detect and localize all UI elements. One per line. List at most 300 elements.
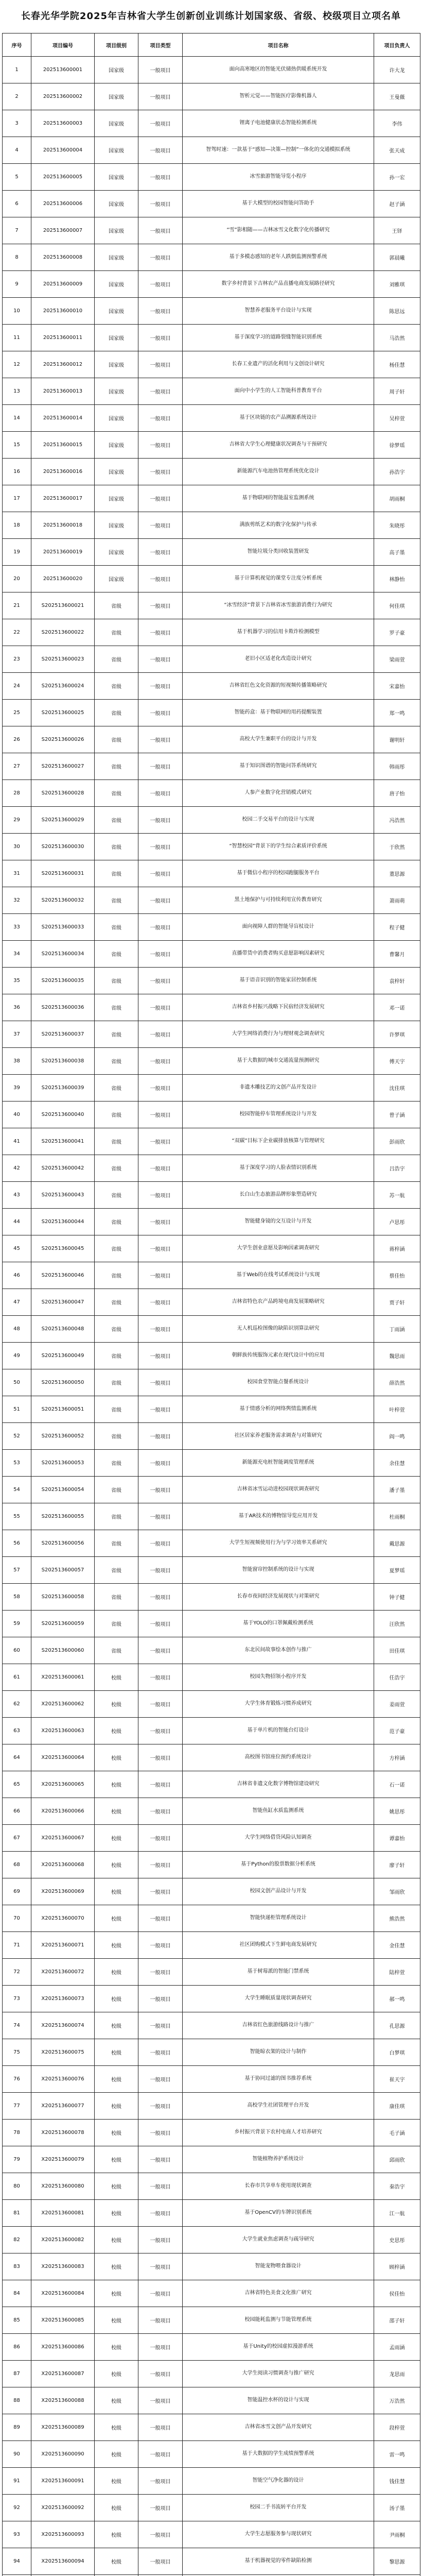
cell-project-code: S202513600035 bbox=[31, 968, 95, 994]
cell-project-code: 202513600017 bbox=[31, 485, 95, 512]
cell-index: 70 bbox=[3, 1905, 31, 1932]
cell-project-leader: 邹雨欣 bbox=[374, 1878, 420, 1905]
cell-index: 54 bbox=[3, 1477, 31, 1503]
cell-project-code: S202513600053 bbox=[31, 1450, 95, 1477]
cell-project-code: S202513600037 bbox=[31, 1021, 95, 1048]
cell-project-type: 一般项目 bbox=[138, 191, 183, 217]
cell-project-name: “雪”影相随——吉林冰雪文化数字化传播研究 bbox=[183, 217, 374, 244]
cell-project-level: 校级 bbox=[95, 1852, 138, 1878]
cell-project-leader: 毛子涵 bbox=[374, 2120, 420, 2146]
table-row bbox=[3, 325, 420, 351]
cell-index: 94 bbox=[3, 2548, 31, 2575]
cell-project-code: 202513600012 bbox=[31, 351, 95, 378]
cell-project-name: 长春市夜间经济发展现状与对策研究 bbox=[183, 1584, 374, 1611]
cell-project-leader: 董思源 bbox=[374, 860, 420, 887]
cell-project-leader: 林静怡 bbox=[374, 566, 420, 592]
cell-project-name: 大学生创业意愿及影响因素调查研究 bbox=[183, 1235, 374, 1262]
cell-project-level: 国家级 bbox=[95, 405, 138, 432]
cell-project-code: S202513600042 bbox=[31, 1155, 95, 1182]
cell-project-leader: 王曼薇 bbox=[374, 83, 420, 110]
cell-project-name: 锂离子电池健康状态智能检测系统 bbox=[183, 110, 374, 137]
cell-project-name: 基于单片机的智能台灯设计 bbox=[183, 1718, 374, 1744]
cell-project-code: X202513600084 bbox=[31, 2280, 95, 2307]
cell-project-name: 乡村振兴背景下农村电商人才培养研究 bbox=[183, 2120, 374, 2146]
cell-index: 52 bbox=[3, 1423, 31, 1450]
cell-index: 42 bbox=[3, 1155, 31, 1182]
cell-project-leader: 姜雨萱 bbox=[374, 1691, 420, 1718]
cell-project-level: 校级 bbox=[95, 1825, 138, 1852]
cell-project-type: 一般项目 bbox=[138, 2307, 183, 2334]
cell-project-name: 满族剪纸艺术的数字化保护与传承 bbox=[183, 512, 374, 539]
cell-project-code: X202513600085 bbox=[31, 2307, 95, 2334]
table-row bbox=[3, 1235, 420, 1262]
cell-project-leader: 赵子涵 bbox=[374, 191, 420, 217]
cell-project-leader: 孟雨涵 bbox=[374, 2334, 420, 2361]
cell-project-name: 校园失物招领小程序开发 bbox=[183, 1664, 374, 1691]
cell-project-name: 智能鱼缸水质监测系统 bbox=[183, 1798, 374, 1825]
cell-project-level: 省级 bbox=[95, 1637, 138, 1664]
cell-project-level: 省级 bbox=[95, 994, 138, 1021]
header-index: 序号 bbox=[3, 33, 31, 57]
cell-project-name: 吉林省乡村振兴战略下民宿经济发展研究 bbox=[183, 994, 374, 1021]
cell-project-leader: 罗子豪 bbox=[374, 619, 420, 646]
cell-project-code: X202513600083 bbox=[31, 2253, 95, 2280]
cell-project-leader: 陈思远 bbox=[374, 298, 420, 325]
cell-project-level: 省级 bbox=[95, 1182, 138, 1209]
cell-index: 33 bbox=[3, 914, 31, 941]
cell-project-leader: 薛浩然 bbox=[374, 1369, 420, 1396]
cell-project-leader: 马浩然 bbox=[374, 325, 420, 351]
cell-index: 21 bbox=[3, 592, 31, 619]
table-row bbox=[3, 2012, 420, 2039]
cell-project-leader: 姚思彤 bbox=[374, 1798, 420, 1825]
table-row bbox=[3, 2468, 420, 2495]
cell-project-name: 老旧小区适老化改造设计研究 bbox=[183, 646, 374, 673]
cell-index: 44 bbox=[3, 1209, 31, 1235]
header-project-type: 项目类型 bbox=[138, 33, 183, 57]
cell-project-name: 非遗木雕技艺的文创产品开发设计 bbox=[183, 1075, 374, 1101]
cell-project-leader: 丁雨涵 bbox=[374, 1316, 420, 1343]
table-row bbox=[3, 2120, 420, 2146]
cell-project-code: S202513600049 bbox=[31, 1343, 95, 1369]
cell-project-code: 202513600002 bbox=[31, 83, 95, 110]
cell-project-level: 校级 bbox=[95, 2387, 138, 2414]
cell-project-level: 校级 bbox=[95, 1932, 138, 1959]
header-row bbox=[3, 33, 420, 57]
cell-project-level: 校级 bbox=[95, 2200, 138, 2227]
cell-project-name: 吉林省冰雪文创产品开发研究 bbox=[183, 2414, 374, 2441]
cell-project-name: 吉林省特色农产品跨境电商发展策略研究 bbox=[183, 1289, 374, 1316]
cell-project-type: 一般项目 bbox=[138, 1075, 183, 1101]
cell-project-code: 202513600008 bbox=[31, 244, 95, 271]
cell-project-level: 省级 bbox=[95, 1155, 138, 1182]
cell-project-leader: 龙思雨 bbox=[374, 2361, 420, 2387]
cell-project-type: 一般项目 bbox=[138, 1691, 183, 1718]
cell-project-type: 一般项目 bbox=[138, 459, 183, 485]
cell-project-code: X202513600064 bbox=[31, 1744, 95, 1771]
cell-project-level: 国家级 bbox=[95, 137, 138, 164]
cell-index: 58 bbox=[3, 1584, 31, 1611]
cell-index: 90 bbox=[3, 2441, 31, 2468]
cell-index: 7 bbox=[3, 217, 31, 244]
cell-project-code: S202513600030 bbox=[31, 834, 95, 860]
cell-index: 88 bbox=[3, 2387, 31, 2414]
cell-project-name: 基于Python的股票数据分析系统 bbox=[183, 1852, 374, 1878]
table-row bbox=[3, 1262, 420, 1289]
cell-project-type: 一般项目 bbox=[138, 1852, 183, 1878]
cell-project-name: 基于微信小程序的校园跑腿服务平台 bbox=[183, 860, 374, 887]
cell-project-type: 一般项目 bbox=[138, 780, 183, 807]
cell-project-level: 省级 bbox=[95, 1584, 138, 1611]
cell-project-type: 一般项目 bbox=[138, 2441, 183, 2468]
cell-project-level: 省级 bbox=[95, 646, 138, 673]
cell-project-level: 省级 bbox=[95, 887, 138, 914]
cell-project-code: X202513600092 bbox=[31, 2495, 95, 2521]
cell-project-type: 一般项目 bbox=[138, 2146, 183, 2173]
table-row bbox=[3, 1182, 420, 1209]
cell-project-type: 一般项目 bbox=[138, 1101, 183, 1128]
cell-project-leader: 潘子墨 bbox=[374, 1477, 420, 1503]
table-row bbox=[3, 1423, 420, 1450]
table-row bbox=[3, 566, 420, 592]
cell-index: 1 bbox=[3, 57, 31, 83]
cell-index: 11 bbox=[3, 325, 31, 351]
cell-project-code: S202513600024 bbox=[31, 673, 95, 700]
cell-project-type: 一般项目 bbox=[138, 1825, 183, 1852]
cell-project-leader: 何佳琪 bbox=[374, 592, 420, 619]
cell-project-level: 省级 bbox=[95, 1235, 138, 1262]
cell-project-name: 基于物联网的智能温室监测系统 bbox=[183, 485, 374, 512]
cell-project-name: 吉林省红色旅游线路设计与推广 bbox=[183, 2012, 374, 2039]
cell-project-leader: 曹馨月 bbox=[374, 941, 420, 968]
cell-project-name: 智能垃圾分类回收装置研发 bbox=[183, 539, 374, 566]
cell-index: 16 bbox=[3, 459, 31, 485]
cell-project-name: 智析元觉——智能医疗影像机器人 bbox=[183, 83, 374, 110]
cell-index: 43 bbox=[3, 1182, 31, 1209]
cell-project-name: 校园食堂智能点餐系统设计 bbox=[183, 1369, 374, 1396]
cell-project-code: S202513600048 bbox=[31, 1316, 95, 1343]
cell-project-code: X202513600062 bbox=[31, 1691, 95, 1718]
cell-project-code: S202513600023 bbox=[31, 646, 95, 673]
table-row bbox=[3, 1128, 420, 1155]
table-row bbox=[3, 994, 420, 1021]
cell-project-name: 面向高寒地区的智能光伏储热供暖系统开发 bbox=[183, 57, 374, 83]
cell-project-name: 数字乡村背景下吉林农产品直播电商发展路径研究 bbox=[183, 271, 374, 298]
table-row bbox=[3, 1878, 420, 1905]
cell-project-leader: 钱佳慧 bbox=[374, 2468, 420, 2495]
cell-index: 3 bbox=[3, 110, 31, 137]
cell-project-level: 校级 bbox=[95, 2521, 138, 2548]
cell-project-name: 高校学生社团管理平台开发 bbox=[183, 2093, 374, 2120]
cell-project-leader: 任浩宇 bbox=[374, 1664, 420, 1691]
table-row bbox=[3, 1503, 420, 1530]
cell-project-leader: 张天成 bbox=[374, 137, 420, 164]
cell-index: 47 bbox=[3, 1289, 31, 1316]
table-row bbox=[3, 351, 420, 378]
cell-project-leader: 廖子轩 bbox=[374, 1852, 420, 1878]
cell-index: 28 bbox=[3, 780, 31, 807]
cell-project-type: 一般项目 bbox=[138, 1959, 183, 1986]
table-row bbox=[3, 191, 420, 217]
cell-project-name: 基于多模态感知的老年人跌倒监测预警系统 bbox=[183, 244, 374, 271]
cell-project-leader: 孙浩宇 bbox=[374, 459, 420, 485]
cell-index: 25 bbox=[3, 700, 31, 726]
table-row bbox=[3, 1852, 420, 1878]
cell-project-level: 国家级 bbox=[95, 217, 138, 244]
cell-project-leader: 钟子健 bbox=[374, 1584, 420, 1611]
cell-index: 66 bbox=[3, 1798, 31, 1825]
cell-project-level: 校级 bbox=[95, 2227, 138, 2253]
cell-project-name: 人参产业数字化营销模式研究 bbox=[183, 780, 374, 807]
table-row bbox=[3, 1932, 420, 1959]
header-project-code: 项目编号 bbox=[31, 33, 95, 57]
table-row bbox=[3, 2548, 420, 2575]
cell-project-type: 一般项目 bbox=[138, 968, 183, 994]
table-row bbox=[3, 1155, 420, 1182]
cell-project-level: 校级 bbox=[95, 2334, 138, 2361]
cell-project-type: 一般项目 bbox=[138, 325, 183, 351]
cell-project-leader: 雷一鸣 bbox=[374, 2441, 420, 2468]
table-row bbox=[3, 2253, 420, 2280]
cell-project-level: 国家级 bbox=[95, 459, 138, 485]
cell-project-level: 校级 bbox=[95, 2307, 138, 2334]
table-row bbox=[3, 2361, 420, 2387]
table-row bbox=[3, 619, 420, 646]
cell-project-code: X202513600067 bbox=[31, 1825, 95, 1852]
cell-project-code: X202513600061 bbox=[31, 1664, 95, 1691]
table-row bbox=[3, 1718, 420, 1744]
cell-project-level: 国家级 bbox=[95, 485, 138, 512]
cell-project-leader: 曾子涵 bbox=[374, 1101, 420, 1128]
cell-project-type: 一般项目 bbox=[138, 2280, 183, 2307]
cell-project-type: 一般项目 bbox=[138, 1611, 183, 1637]
cell-project-code: 202513600013 bbox=[31, 378, 95, 405]
cell-index: 10 bbox=[3, 298, 31, 325]
cell-project-name: 基于计算机视觉的课堂专注度分析系统 bbox=[183, 566, 374, 592]
cell-project-level: 省级 bbox=[95, 1557, 138, 1584]
cell-project-code: X202513600081 bbox=[31, 2200, 95, 2227]
table-row bbox=[3, 700, 420, 726]
cell-project-level: 校级 bbox=[95, 2012, 138, 2039]
cell-project-code: X202513600063 bbox=[31, 1718, 95, 1744]
cell-project-code: 202513600015 bbox=[31, 432, 95, 459]
table-row bbox=[3, 914, 420, 941]
cell-project-code: X202513600072 bbox=[31, 1959, 95, 1986]
table-row bbox=[3, 164, 420, 191]
cell-index: 73 bbox=[3, 1986, 31, 2012]
cell-project-type: 一般项目 bbox=[138, 1048, 183, 1075]
cell-project-name: 面向视障人群的智能导盲杖设计 bbox=[183, 914, 374, 941]
table-row bbox=[3, 2093, 420, 2120]
cell-project-level: 校级 bbox=[95, 2548, 138, 2575]
cell-project-level: 校级 bbox=[95, 2361, 138, 2387]
cell-project-code: X202513600066 bbox=[31, 1798, 95, 1825]
cell-project-level: 省级 bbox=[95, 1450, 138, 1477]
cell-index: 9 bbox=[3, 271, 31, 298]
cell-project-leader: 李伟 bbox=[374, 110, 420, 137]
cell-project-name: 大学生志愿服务参与现状研究 bbox=[183, 2521, 374, 2548]
cell-index: 74 bbox=[3, 2012, 31, 2039]
cell-index: 85 bbox=[3, 2307, 31, 2334]
cell-project-name: 智能窗帘控制系统的设计与实现 bbox=[183, 1557, 374, 1584]
cell-project-code: S202513600036 bbox=[31, 994, 95, 1021]
cell-index: 77 bbox=[3, 2093, 31, 2120]
cell-project-type: 一般项目 bbox=[138, 1450, 183, 1477]
cell-project-code: S202513600028 bbox=[31, 780, 95, 807]
cell-project-level: 校级 bbox=[95, 2441, 138, 2468]
cell-project-type: 一般项目 bbox=[138, 1396, 183, 1423]
cell-index: 34 bbox=[3, 941, 31, 968]
cell-project-name: 校园文创产品设计与开发 bbox=[183, 1878, 374, 1905]
cell-project-level: 省级 bbox=[95, 1316, 138, 1343]
cell-index: 60 bbox=[3, 1637, 31, 1664]
cell-index: 87 bbox=[3, 2361, 31, 2387]
cell-project-code: X202513600088 bbox=[31, 2387, 95, 2414]
table-row bbox=[3, 1048, 420, 1075]
cell-project-code: X202513600082 bbox=[31, 2227, 95, 2253]
cell-project-name: 基于大数据的学生成绩预警系统 bbox=[183, 2441, 374, 2468]
cell-project-leader: 康佳琪 bbox=[374, 2093, 420, 2120]
cell-project-code: X202513600074 bbox=[31, 2012, 95, 2039]
cell-project-type: 一般项目 bbox=[138, 1289, 183, 1316]
cell-project-name: 智慧养老服务平台设计与实现 bbox=[183, 298, 374, 325]
cell-project-code: 202513600003 bbox=[31, 110, 95, 137]
cell-project-leader: 吕浩宇 bbox=[374, 1155, 420, 1182]
table-row bbox=[3, 1101, 420, 1128]
table-row bbox=[3, 1798, 420, 1825]
table-row bbox=[3, 217, 420, 244]
cell-index: 84 bbox=[3, 2280, 31, 2307]
cell-project-name: 吉林省冰雪运动进校园现状调查研究 bbox=[183, 1477, 374, 1503]
cell-project-code: X202513600068 bbox=[31, 1852, 95, 1878]
cell-project-name: 基于语音识别的智能家居控制系统 bbox=[183, 968, 374, 994]
cell-project-level: 省级 bbox=[95, 673, 138, 700]
cell-project-level: 国家级 bbox=[95, 512, 138, 539]
cell-project-leader: 许梦琪 bbox=[374, 1021, 420, 1048]
cell-index: 92 bbox=[3, 2495, 31, 2521]
cell-project-leader: 冯浩然 bbox=[374, 807, 420, 834]
cell-index: 67 bbox=[3, 1825, 31, 1852]
cell-project-leader: 史思彤 bbox=[374, 2227, 420, 2253]
cell-index: 23 bbox=[3, 646, 31, 673]
cell-project-code: S202513600038 bbox=[31, 1048, 95, 1075]
cell-project-name: 长春工业遗产的活化利用与文创设计研究 bbox=[183, 351, 374, 378]
cell-project-code: S202513600026 bbox=[31, 726, 95, 753]
cell-project-code: S202513600059 bbox=[31, 1611, 95, 1637]
cell-project-leader: 侯佳怡 bbox=[374, 2280, 420, 2307]
cell-project-leader: 杜雨桐 bbox=[374, 1503, 420, 1530]
table-row bbox=[3, 83, 420, 110]
table-row bbox=[3, 2414, 420, 2441]
cell-project-level: 省级 bbox=[95, 1611, 138, 1637]
cell-project-type: 一般项目 bbox=[138, 1718, 183, 1744]
cell-project-code: S202513600052 bbox=[31, 1423, 95, 1450]
cell-project-leader: 唐子怡 bbox=[374, 780, 420, 807]
cell-project-type: 一般项目 bbox=[138, 2120, 183, 2146]
cell-project-leader: 叶梓萱 bbox=[374, 1396, 420, 1423]
cell-project-name: 直播带货中消费者购买意愿影响因素研究 bbox=[183, 941, 374, 968]
cell-index: 15 bbox=[3, 432, 31, 459]
cell-index: 56 bbox=[3, 1530, 31, 1557]
cell-project-code: S202513600055 bbox=[31, 1503, 95, 1530]
cell-project-code: S202513600025 bbox=[31, 700, 95, 726]
cell-project-code: S202513600040 bbox=[31, 1101, 95, 1128]
cell-project-level: 国家级 bbox=[95, 110, 138, 137]
cell-project-type: 一般项目 bbox=[138, 887, 183, 914]
cell-project-code: 202513600001 bbox=[31, 57, 95, 83]
cell-index: 14 bbox=[3, 405, 31, 432]
cell-project-level: 国家级 bbox=[95, 298, 138, 325]
cell-project-type: 一般项目 bbox=[138, 1503, 183, 1530]
cell-project-code: 202513600014 bbox=[31, 405, 95, 432]
cell-index: 22 bbox=[3, 619, 31, 646]
cell-project-code: X202513600076 bbox=[31, 2066, 95, 2093]
cell-project-name: 黑土地保护与可持续利用宣传教育研究 bbox=[183, 887, 374, 914]
cell-project-code: S202513600046 bbox=[31, 1262, 95, 1289]
cell-project-name: 朝鲜族传统服饰元素在现代设计中的应用 bbox=[183, 1343, 374, 1369]
cell-project-leader: 谭嘉怡 bbox=[374, 1825, 420, 1852]
cell-project-name: 大学生短视频使用行为与学习效率关系研究 bbox=[183, 1530, 374, 1557]
cell-project-type: 一般项目 bbox=[138, 1182, 183, 1209]
table-row bbox=[3, 887, 420, 914]
cell-project-name: 基于大模型的校园智能问答助手 bbox=[183, 191, 374, 217]
cell-index: 5 bbox=[3, 164, 31, 191]
cell-project-leader: 石一诺 bbox=[374, 1771, 420, 1798]
cell-project-type: 一般项目 bbox=[138, 1477, 183, 1503]
cell-project-level: 省级 bbox=[95, 1423, 138, 1450]
cell-project-code: 202513600020 bbox=[31, 566, 95, 592]
cell-project-type: 一般项目 bbox=[138, 753, 183, 780]
cell-project-type: 一般项目 bbox=[138, 1021, 183, 1048]
cell-project-name: 东北民间故事绘本创作与推广 bbox=[183, 1637, 374, 1664]
cell-index: 27 bbox=[3, 753, 31, 780]
cell-project-type: 一般项目 bbox=[138, 1878, 183, 1905]
cell-project-name: 长白山生态旅游品牌形象塑造研究 bbox=[183, 1182, 374, 1209]
cell-project-level: 省级 bbox=[95, 780, 138, 807]
cell-project-level: 省级 bbox=[95, 1477, 138, 1503]
cell-project-leader: 夏梦瑶 bbox=[374, 1557, 420, 1584]
cell-project-type: 一般项目 bbox=[138, 2227, 183, 2253]
table-row bbox=[3, 1825, 420, 1852]
cell-project-level: 校级 bbox=[95, 2039, 138, 2066]
cell-index: 91 bbox=[3, 2468, 31, 2495]
cell-project-leader: 吴梓萱 bbox=[374, 405, 420, 432]
cell-project-level: 国家级 bbox=[95, 539, 138, 566]
cell-project-type: 一般项目 bbox=[138, 1343, 183, 1369]
cell-project-level: 校级 bbox=[95, 2280, 138, 2307]
cell-project-name: 智能药盒：基于物联网的用药提醒装置 bbox=[183, 700, 374, 726]
cell-project-level: 校级 bbox=[95, 2468, 138, 2495]
cell-project-name: 基于OpenCV的车牌识别系统 bbox=[183, 2200, 374, 2227]
cell-project-level: 校级 bbox=[95, 2414, 138, 2441]
table-row bbox=[3, 110, 420, 137]
cell-project-name: 大学生体育锻炼习惯养成研究 bbox=[183, 1691, 374, 1718]
cell-index: 8 bbox=[3, 244, 31, 271]
table-row bbox=[3, 1021, 420, 1048]
cell-project-leader: 田佳琪 bbox=[374, 1637, 420, 1664]
cell-project-type: 一般项目 bbox=[138, 83, 183, 110]
cell-project-type: 一般项目 bbox=[138, 1664, 183, 1691]
cell-index: 57 bbox=[3, 1557, 31, 1584]
cell-project-level: 省级 bbox=[95, 914, 138, 941]
cell-project-level: 校级 bbox=[95, 2066, 138, 2093]
cell-project-leader: 袁梓轩 bbox=[374, 968, 420, 994]
cell-project-level: 国家级 bbox=[95, 325, 138, 351]
table-row bbox=[3, 137, 420, 164]
cell-project-level: 校级 bbox=[95, 2173, 138, 2200]
cell-project-code: S202513600033 bbox=[31, 914, 95, 941]
cell-project-code: X202513600077 bbox=[31, 2093, 95, 2120]
